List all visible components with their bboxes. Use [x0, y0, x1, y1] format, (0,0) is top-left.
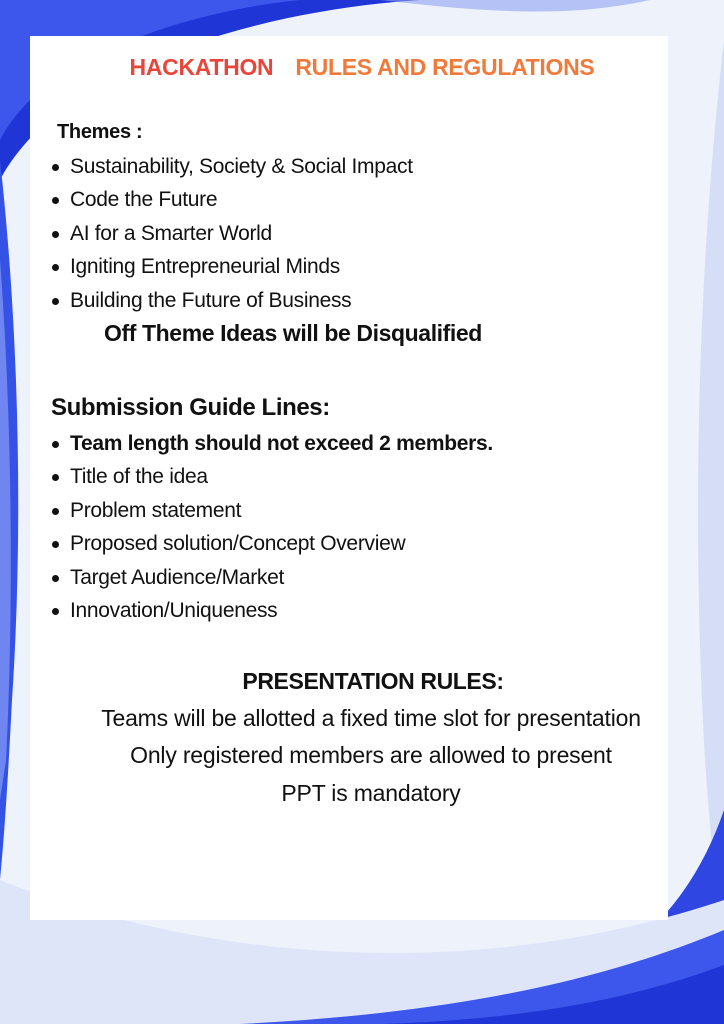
list-item: Team length should not exceed 2 members.	[50, 427, 493, 460]
submission-heading: Submission Guide Lines:	[51, 394, 330, 421]
bullet-icon	[52, 474, 59, 481]
presentation-heading: PRESENTATION RULES:	[242, 668, 504, 694]
list-item: Target Audience/Market	[50, 561, 493, 594]
themes-list	[50, 150, 413, 317]
title-hackathon: HACKATHON	[129, 54, 274, 80]
list-item: AI for a Smarter World	[50, 217, 413, 250]
bullet-icon	[52, 608, 59, 615]
presentation-rule-ppt: PPT is mandatory	[281, 780, 461, 806]
list-item: Building the Future of Business	[50, 284, 413, 317]
bullet-icon	[52, 164, 59, 171]
bullet-icon	[52, 441, 59, 448]
list-item: Innovation/Uniqueness	[50, 594, 493, 627]
list-item: Sustainability, Society & Social Impact	[50, 150, 413, 183]
bullet-icon	[52, 508, 59, 515]
bullet-icon	[52, 298, 59, 305]
page-title	[0, 52, 724, 82]
submission-list	[50, 427, 493, 627]
bullet-icon	[52, 575, 59, 582]
presentation-rule-time-slot: Teams will be allotted a fixed time slot for presentation	[101, 705, 641, 731]
list-item: Proposed solution/Concept Overview	[50, 527, 493, 560]
presentation-rule-registered: Only registered members are allowed to present	[130, 742, 612, 768]
bullet-icon	[52, 264, 59, 271]
bullet-icon	[52, 231, 59, 238]
off-theme-note: Off Theme Ideas will be Disqualified	[104, 320, 482, 346]
list-item: Title of the idea	[50, 460, 493, 493]
title-rules: RULES AND REGULATIONS	[295, 54, 595, 80]
list-item: Code the Future	[50, 183, 413, 216]
bullet-icon	[52, 197, 59, 204]
bullet-icon	[52, 541, 59, 548]
list-item: Problem statement	[50, 494, 493, 527]
themes-label: Themes :	[57, 121, 143, 143]
list-item: Igniting Entrepreneurial Minds	[50, 250, 413, 283]
